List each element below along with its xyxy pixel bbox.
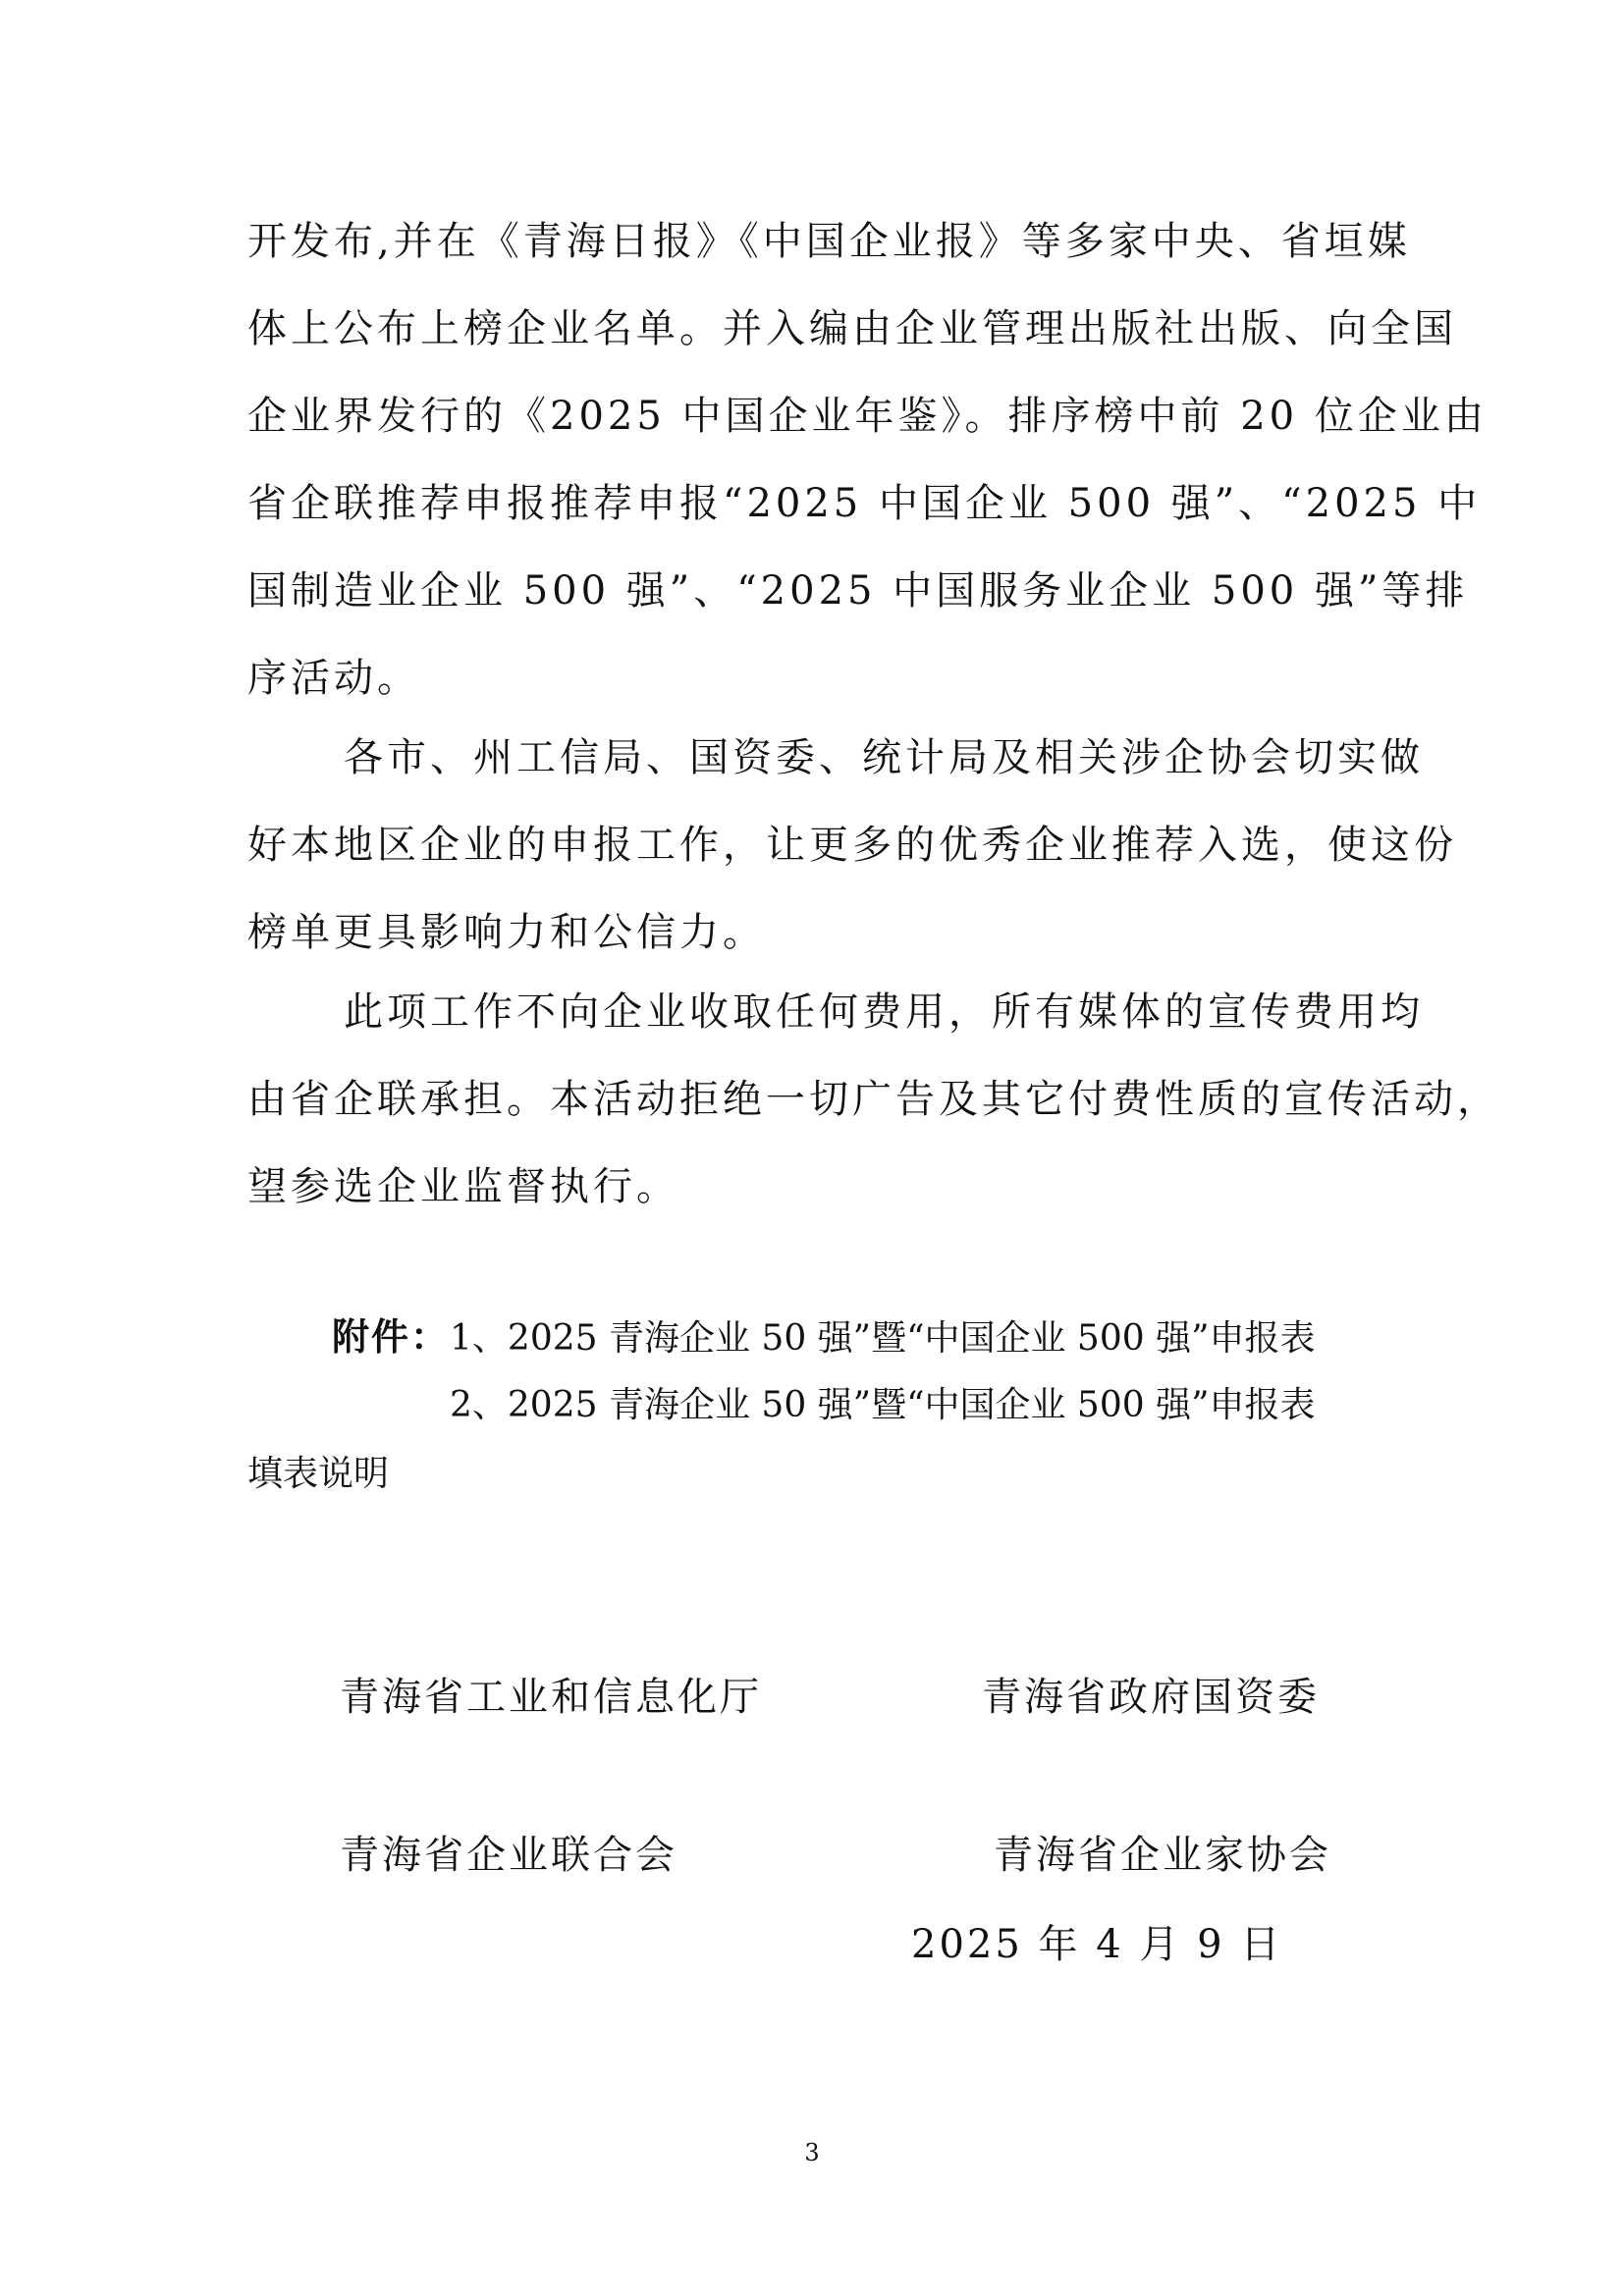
document-date: 2025 年 4 月 9 日 — [911, 1922, 1283, 1967]
paragraph-3-line-2: 由省企联承担。本活动拒绝一切广告及其它付费性质的宣传活动， — [247, 1077, 1500, 1122]
paragraph-2-line-3: 榜单更具影响力和公信力。 — [247, 910, 766, 955]
paragraph-1-line-1: 开发布,并在《青海日报》《中国企业报》等多家中央、省垣媒 — [247, 219, 1411, 264]
attachment-item-2: 2、2025 青海企业 50 强”暨“中国企业 500 强”申报表 — [450, 1385, 1316, 1425]
paragraph-1-line-3: 企业界发行的《2025 中国企业年鉴》。排序榜中前 20 位企业由 — [247, 394, 1488, 439]
attachment-item-2-continued: 填表说明 — [247, 1454, 390, 1494]
attachment-line-1 — [332, 1309, 1316, 1366]
paragraph-2-line-2: 好本地区企业的申报工作，让更多的优秀企业推荐入选，使这份 — [247, 823, 1457, 868]
attachment-label: 附件： — [332, 1315, 451, 1359]
page-number: 3 — [804, 2139, 820, 2166]
paragraph-3-line-3: 望参选企业监督执行。 — [247, 1164, 679, 1209]
paragraph-3-line-1: 此项工作不向企业收取任何费用，所有媒体的宣传费用均 — [344, 989, 1424, 1035]
signatory-sasac: 青海省政府国资委 — [982, 1675, 1320, 1720]
attachment-item-1: 1、2025 青海企业 50 强”暨“中国企业 500 强”申报表 — [450, 1318, 1316, 1359]
signatory-industry-it-department: 青海省工业和信息化厅 — [340, 1675, 762, 1720]
paragraph-1-line-2: 体上公布上榜企业名单。并入编由企业管理出版社出版、向全国 — [247, 306, 1457, 351]
paragraph-2-line-1: 各市、州工信局、国资委、统计局及相关涉企协会切实做 — [344, 735, 1424, 780]
paragraph-1-line-4: 省企联推荐申报推荐申报“2025 中国企业 500 强”、“2025 中 — [247, 481, 1482, 526]
paragraph-1-line-6: 序活动。 — [247, 656, 420, 701]
signatory-entrepreneurs-association: 青海省企业家协会 — [994, 1833, 1331, 1878]
signatory-enterprise-confederation: 青海省企业联合会 — [340, 1833, 677, 1878]
paragraph-1-line-5: 国制造业企业 500 强”、“2025 中国服务业企业 500 强”等排 — [247, 568, 1469, 614]
